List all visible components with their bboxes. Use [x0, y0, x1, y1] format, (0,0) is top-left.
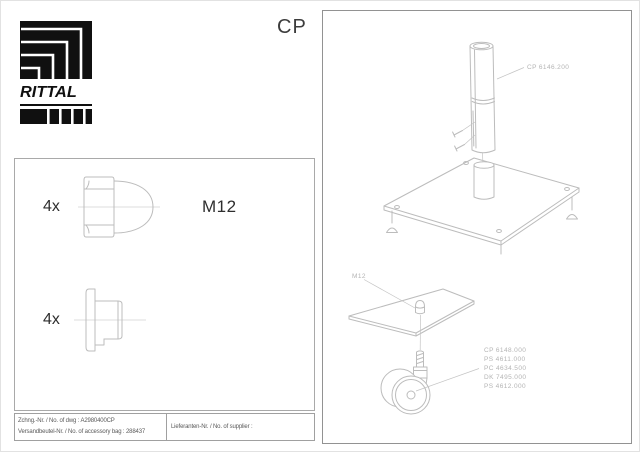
cap-nut-icon — [78, 173, 160, 241]
rittal-wordmark: RITTAL — [20, 84, 77, 101]
drawing-number-label: Zchng.-Nr. / No. of dwg : — [18, 418, 80, 424]
castor-part-2: PS 4611.000 — [484, 356, 526, 363]
castor-part-5: PS 4612.000 — [484, 383, 526, 390]
assembly-drawing — [323, 11, 631, 443]
supplier-label: Lieferanten-Nr. / No. of supplier : — [171, 424, 253, 430]
drawing-number-row — [18, 416, 166, 427]
m12-nut-drawing — [416, 301, 425, 314]
castor-part-list — [484, 347, 526, 390]
accessory-bag-value: 288437 — [125, 429, 146, 435]
castor-part-1: CP 6148.000 — [484, 347, 527, 354]
levelling-foot-left — [387, 211, 398, 233]
centre-boss-drawing — [474, 162, 494, 200]
column-part-label: CP 6146.200 — [527, 64, 570, 71]
column-label-leader — [497, 68, 524, 80]
page-title: CP — [277, 16, 307, 38]
accessory-bag-row — [18, 427, 166, 438]
castor-part-3: PC 4634.500 — [484, 365, 527, 372]
rittal-logo — [20, 21, 92, 129]
title-block — [14, 413, 315, 441]
mounting-plate-drawing — [349, 289, 474, 336]
cap-nut-size: M12 — [202, 197, 237, 216]
assembly-drawing-panel — [322, 10, 632, 444]
supplier-cell — [167, 414, 314, 440]
rittal-logo-emblem — [20, 21, 92, 79]
accessory-parts-box — [14, 158, 315, 411]
levelling-foot-right — [567, 197, 578, 219]
logo-band — [20, 109, 92, 124]
title-block-left-cell — [15, 414, 167, 440]
nut-label: M12 — [352, 273, 366, 280]
nut-label-leader — [364, 280, 415, 309]
flanged-sleeve-icon — [74, 286, 146, 354]
drawing-number-value: A2980400CP — [80, 418, 115, 424]
castor-part-4: DK 7495.000 — [484, 374, 527, 381]
cap-nut-qty: 4x — [43, 198, 60, 215]
logo-rule — [20, 104, 92, 107]
castor-drawing — [381, 351, 430, 414]
accessory-bag-label: Versandbeutel-Nr. / No. of accessory bag : — [18, 429, 125, 435]
sleeve-qty: 4x — [43, 311, 60, 328]
